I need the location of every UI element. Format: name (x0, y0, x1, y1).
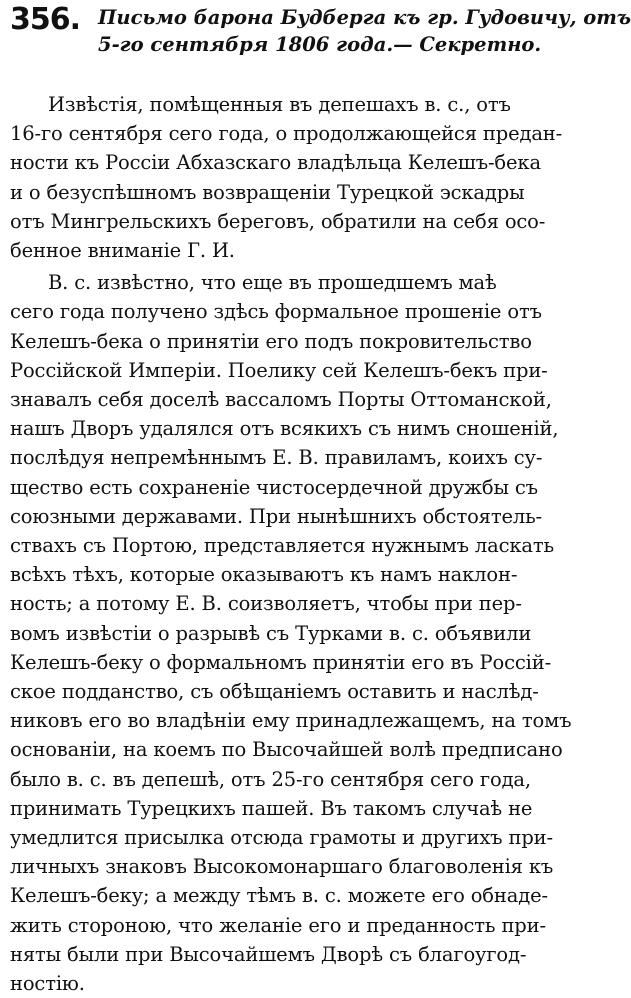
text-line: всѣхъ тѣхъ, которые оказываютъ къ намъ наклон- (10, 563, 518, 587)
paragraph-1 (10, 90, 563, 265)
text-line: ности къ Россіи Абхазскаго владѣльца Келешъ-бека (10, 151, 541, 175)
text-line: жить стороною, что желаніе его и преданность при- (10, 913, 546, 937)
text-line: основаніи, на коемъ по Высочайшей волѣ предписано (10, 738, 563, 762)
text-line: ское подданство, съ обѣщаніемъ оставить и наслѣд- (10, 680, 539, 704)
text-line: бенное вниманіе Г. И. (10, 239, 235, 263)
text-line: 16-го сентября сего года, о продолжающейся предан- (10, 122, 563, 146)
text-line: ность; а потому Е. В. соизволяетъ, чтобы при пер- (10, 592, 522, 616)
text-line: няты были при Высочайшемъ Дворѣ съ благоугод- (10, 942, 527, 966)
document-number: 356. (10, 2, 81, 37)
text-line: ностію. (10, 972, 85, 996)
text-line: послѣдуя непремѣннымъ Е. В. правиламъ, коихъ су- (10, 446, 543, 470)
title-line: 5-го сентября 1806 года.— Секретно. (98, 33, 542, 56)
text-line: Келешъ-беку; а между тѣмъ в. с. можете его обнаде- (10, 884, 548, 908)
text-line: ствахъ съ Портою, представляется нужнымъ ласкать (10, 534, 554, 558)
text-line: Келешъ-бека о принятіи его подъ покровительство (10, 329, 532, 353)
document-heading (10, 2, 631, 70)
text-line: личныхъ знаковъ Высокомонаршаго благоволенія къ (10, 855, 554, 879)
text-line: В. с. извѣстно, что еще въ прошедшемъ маѣ (48, 271, 497, 295)
text-line: сего года получено здѣсь формальное прошеніе отъ (10, 300, 542, 324)
text-line: умедлится присылка отсюда грамоты и другихъ при- (10, 826, 553, 850)
text-line: знавалъ себя доселѣ вассаломъ Порты Оттоманской, (10, 388, 552, 412)
text-line: Келешъ-беку о формальномъ принятіи его въ Россій- (10, 650, 552, 674)
text-line: было в. с. въ депешѣ, отъ 25-го сентября сего года, (10, 767, 531, 791)
text-line: Извѣстія, помѣщенныя въ депешахъ в. с., отъ (48, 93, 511, 116)
text-line: нашъ Дворъ удалялся отъ всякихъ съ нимъ сношеній, (10, 417, 559, 441)
text-line: принимать Турецкихъ пашей. Въ такомъ случаѣ не (10, 796, 533, 820)
text-line: щество есть сохраненіе чистосердечной дружбы съ (10, 475, 538, 499)
text-line: Россійской Имперіи. Поелику сей Келешъ-бекъ при- (10, 358, 548, 382)
text-line: и о безуспѣшномъ возвращеніи Турецкой эскадры (10, 180, 525, 204)
document-body (10, 90, 572, 998)
text-line: никовъ его во владѣніи ему принадлежащемъ, на томъ (10, 709, 572, 733)
text-line: отъ Мингрельскихъ береговъ, обратили на себя осо- (10, 209, 546, 233)
title-line: Письмо барона Будберга къ гр. Гудовичу, отъ (98, 6, 631, 29)
text-line: вомъ извѣстіи о разрывѣ съ Турками в. с. объявили (10, 621, 532, 645)
text-line: союзными державами. При нынѣшнихъ обстоятель- (10, 504, 542, 528)
paragraph-2 (10, 268, 572, 998)
document-title (98, 4, 631, 58)
